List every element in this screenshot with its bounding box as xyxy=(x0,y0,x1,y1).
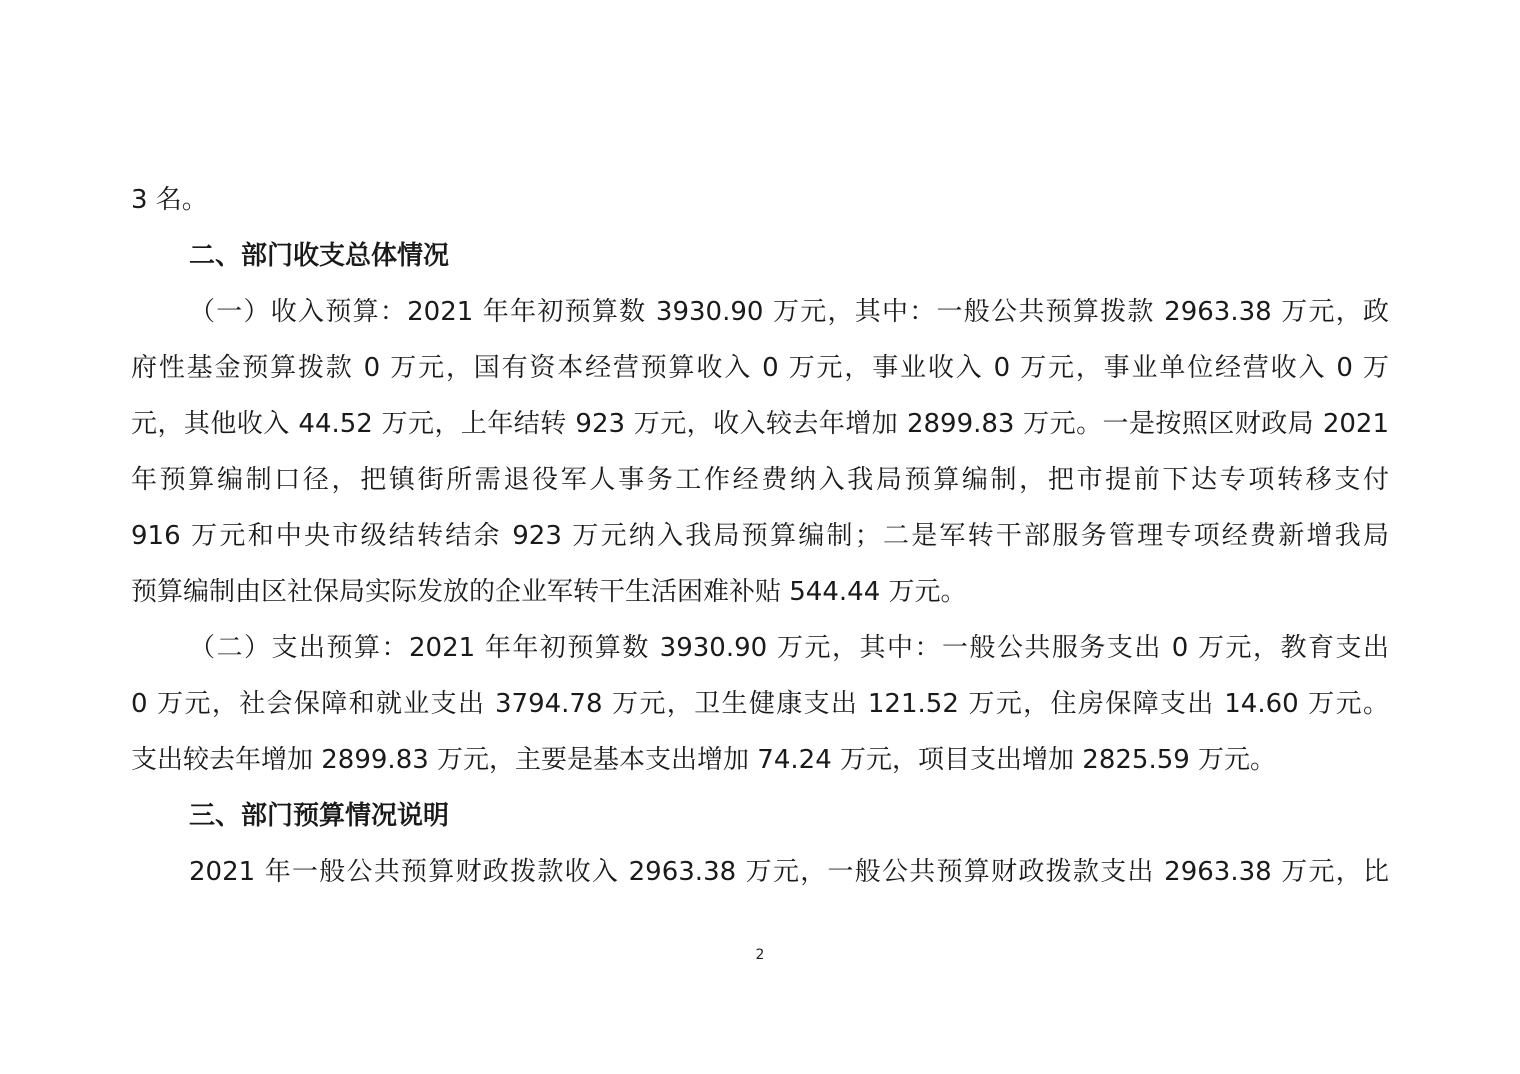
paragraph-income-line-1: （一）收入预算：2021 年年初预算数 3930.90 万元，其中：一般公共预算拨款 2963.38 万元，政 xyxy=(189,297,1389,327)
text-line-continuation: 3 名。 xyxy=(131,185,208,215)
paragraph-income-line-3: 元，其他收入 44.52 万元，上年结转 923 万元，收入较去年增加 2899.83 万元。一是按照区财政局 2021 xyxy=(131,409,1389,439)
page-number: 2 xyxy=(755,947,765,963)
paragraph-budget-line-1: 2021 年一般公共预算财政拨款收入 2963.38 万元，一般公共预算财政拨款支出 2963.38 万元，比 xyxy=(189,857,1389,887)
paragraph-expense-line-2: 0 万元，社会保障和就业支出 3794.78 万元，卫生健康支出 121.52 万元，住房保障支出 14.60 万元。 xyxy=(131,689,1389,719)
paragraph-income-line-2: 府性基金预算拨款 0 万元，国有资本经营预算收入 0 万元，事业收入 0 万元，事业单位经营收入 0 万 xyxy=(131,353,1389,383)
paragraph-income-line-6: 预算编制由区社保局实际发放的企业军转干生活困难补贴 544.44 万元。 xyxy=(131,577,967,607)
paragraph-expense-line-1: （二）支出预算：2021 年年初预算数 3930.90 万元，其中：一般公共服务支出 0 万元，教育支出 xyxy=(189,633,1389,663)
paragraph-income-line-5: 916 万元和中央市级结转结余 923 万元纳入我局预算编制；二是军转干部服务管理专项经费新增我局 xyxy=(131,521,1389,551)
section-heading-2: 二、部门收支总体情况 xyxy=(189,241,450,271)
document-body xyxy=(131,172,1389,900)
paragraph-income-line-4: 年预算编制口径，把镇街所需退役军人事务工作经费纳入我局预算编制，把市提前下达专项转移支付 xyxy=(131,465,1389,495)
section-heading-3: 三、部门预算情况说明 xyxy=(189,801,450,831)
paragraph-expense-line-3: 支出较去年增加 2899.83 万元，主要是基本支出增加 74.24 万元，项目支出增加 2825.59 万元。 xyxy=(131,745,1277,775)
